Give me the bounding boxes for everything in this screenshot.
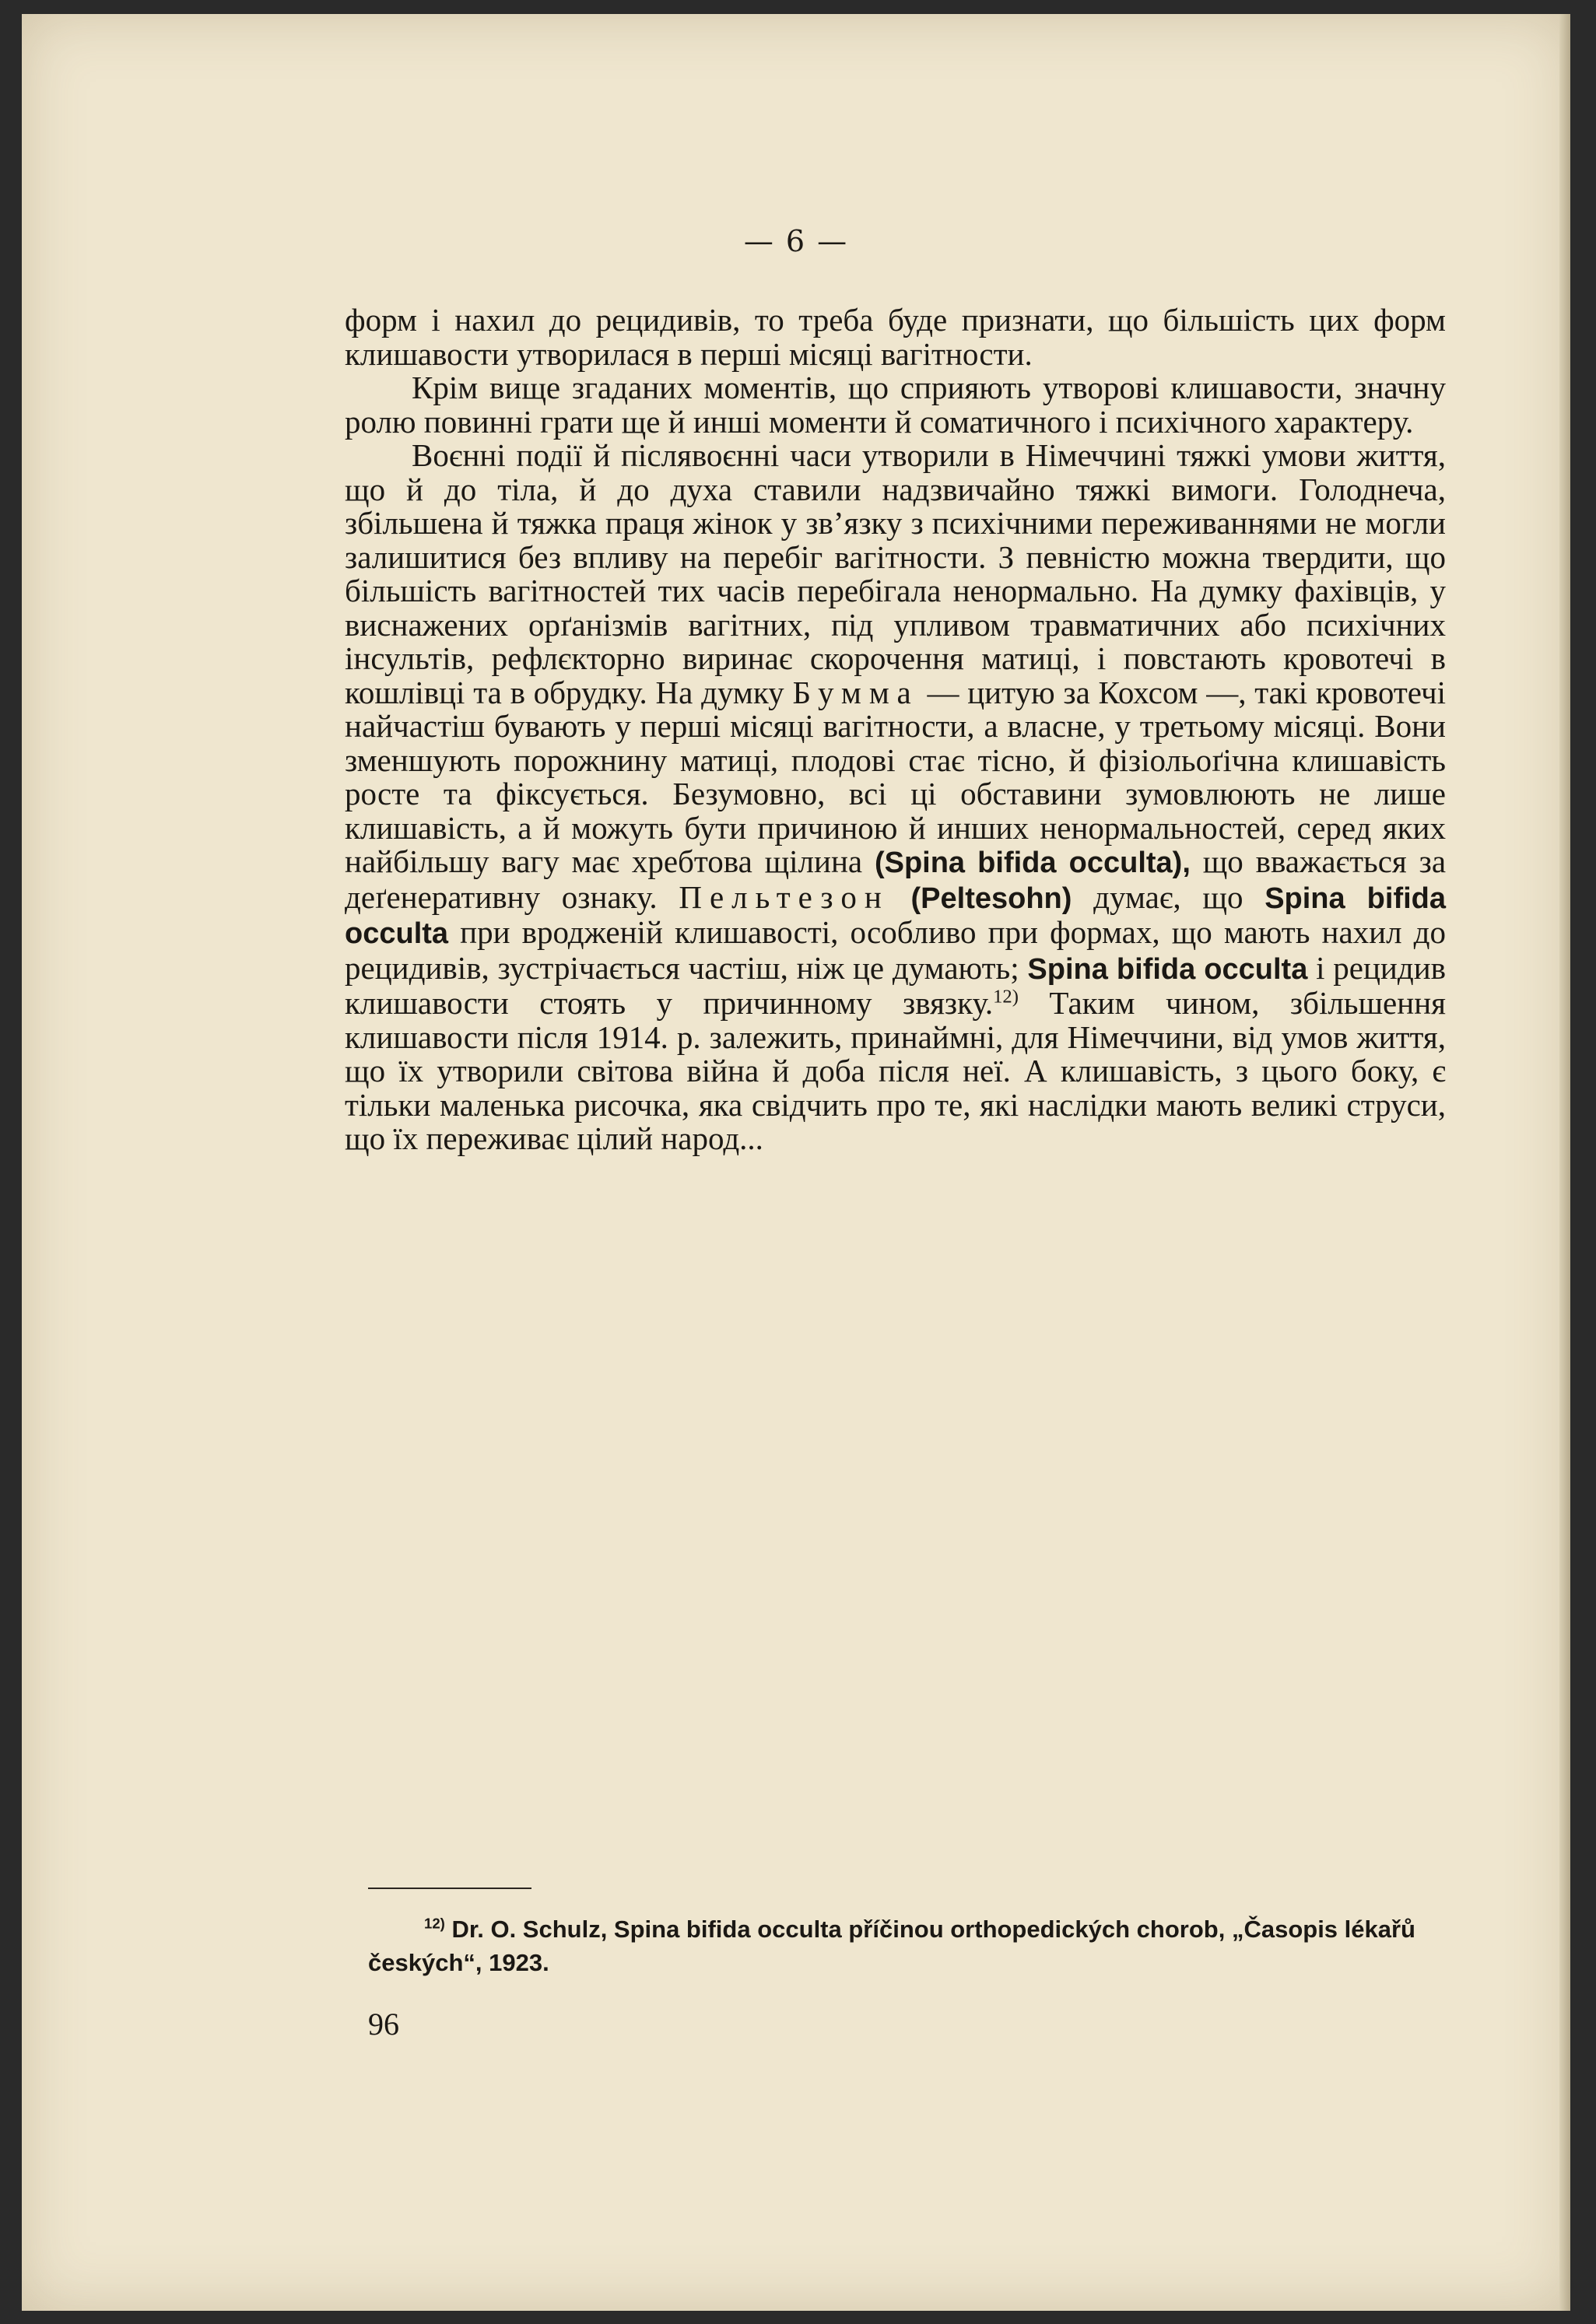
- footnote-text: Dr. O. Schulz, Spina bifida occulta příčinou orthopedických chorob, „Časopis lékařů českých“, 1923.: [368, 1916, 1415, 1976]
- footnote: [368, 1912, 1446, 1979]
- page-number: — 6 —: [743, 224, 849, 258]
- footnote-reference: 12): [993, 986, 1019, 1008]
- folio-number: 96: [368, 2007, 399, 2042]
- paragraph-3-text-b: — цитую за Кохсом —, такі кровотечі найчастіш бувають у перші місяці вагітности, а власне, у третьому місяці. Вони зменшують порожнину матиці, плодові стає тісно, й фізіольоґічна клишавість росте та фіксується. Безумовно, всі ці обставини зумовлюють не лише клишавість, а й можуть бути причиною й инших ненормальностей, серед яких найбільшу вагу має хребтова щілина: [345, 674, 1446, 879]
- footnote-divider: [368, 1888, 531, 1889]
- latin-term-1: (Spina bifida occulta),: [874, 847, 1191, 879]
- footnote-number: 12): [424, 1915, 445, 1932]
- author-bumm: Бумма: [792, 674, 919, 710]
- latin-term-2: Spina bifida occulta: [345, 882, 1447, 950]
- paragraph-3-text-a: Воєнні події й післявоєнні часи утворили в Німеччині тяжкі умови життя, що й до тіла, й до духа ставили надзвичайно тяжкі вимоги. Голоднеча, збільшена й тяжка праця жінок у зв’язку з психічними переживаннями не могли залишитися без впливу на перебіг вагітности. З певністю можна твердити, що більшість вагітностей тих часів перебігала ненормально. На думку фахівців, у виснажених орґанізмів вагітних, під упливом травматичних або психічних інсультів, рефлєкторно виринає скорочення матиці, і повстають кровотечі в кошлівці та в обрудку. На думку: [345, 437, 1446, 710]
- book-page: [22, 14, 1570, 2311]
- paragraph-3-text-c: що вважається за деґенеративну ознаку.: [345, 843, 1447, 915]
- paragraph-1: форм і нахил до рецидивів, то треба буде признати, що більшість цих форм клишавости утворилася в перші місяці вагітности.: [345, 302, 1446, 372]
- paragraph-2: Крім вище згаданих моментів, що сприяють утворові клишавости, значну ролю повинні грати ще й инші моменти й соматичного і психічного характеру.: [345, 370, 1446, 440]
- paragraph-3-text-g: Таким чином, збільшення клишавости після 1914. р. залежить, принаймні, для Німеччини, від умов життя, що їх утворили світова війна й доба після неї. А клишавість, з цього боку, є тільки маленька рисочка, яка свідчить про те, які наслідки мають великі струси, що їх переживає цілий народ...: [345, 985, 1446, 1156]
- author-peltesohn-cyrillic: Пельтезон: [679, 878, 889, 915]
- author-peltesohn-latin: (Peltesohn): [910, 882, 1072, 915]
- paragraph-3-text-e: при вродженій клишавості, особливо при формах, що мають нахил до рецидивів, зустрічається частіш, ніж це думають;: [345, 914, 1446, 986]
- body-text: [345, 303, 1446, 1156]
- paragraph-3-text-d: думає, що: [1072, 878, 1265, 915]
- page-edge: [1559, 14, 1570, 2311]
- paragraph-3: [345, 439, 1446, 1156]
- paragraph-3-text-f: і рецидив клишавости стоять у причинному звязку.: [345, 949, 1446, 1021]
- latin-term-3: Spina bifida occulta: [1027, 952, 1308, 986]
